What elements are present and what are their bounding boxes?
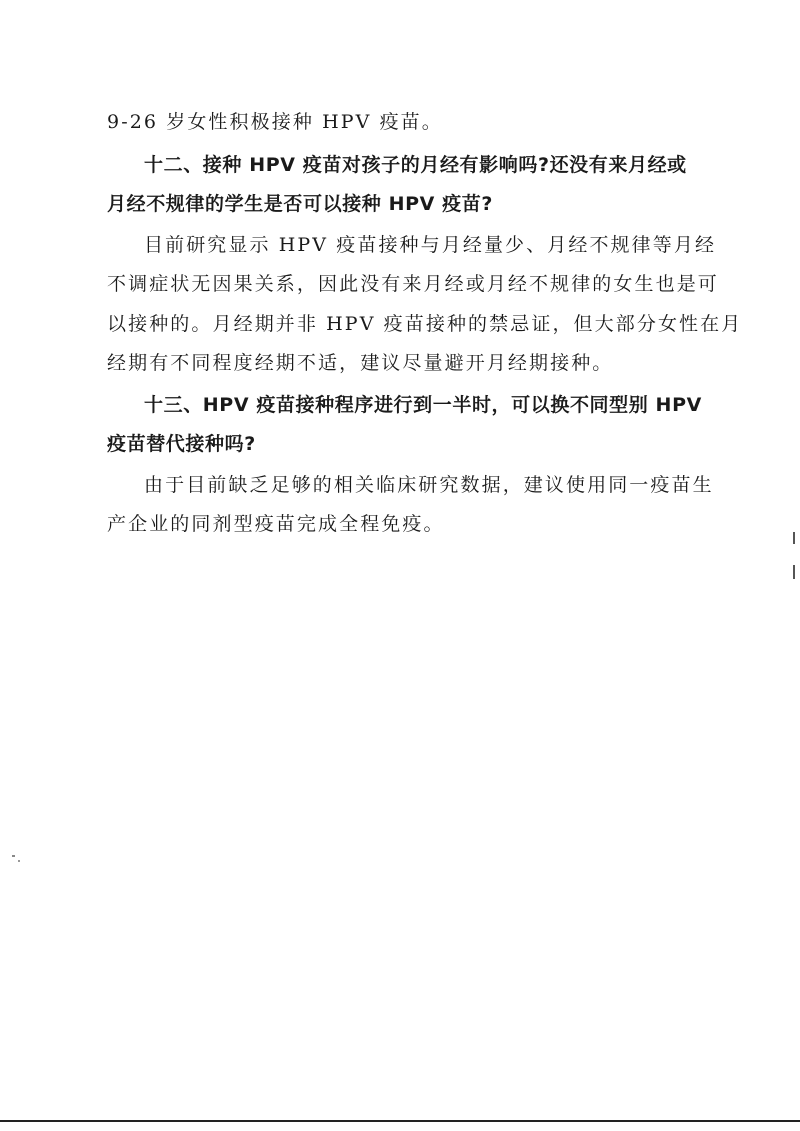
answer-12-line-4: 经期有不同程度经期不适，建议尽量避开月经期接种。 <box>107 352 614 374</box>
answer-13-line-1: 由于目前缺乏足够的相关临床研究数据，建议使用同一疫苗生 <box>144 474 714 496</box>
scan-artifact-dot <box>18 860 20 862</box>
scan-artifact-mark <box>793 532 795 544</box>
scan-artifact-dot <box>12 855 15 857</box>
answer-13-line-2: 产企业的同剂型疫苗完成全程免疫。 <box>107 513 445 535</box>
paragraph-line-continuation: 9-26 岁女性积极接种 HPV 疫苗。 <box>107 111 443 133</box>
scan-artifact-mark <box>793 565 795 579</box>
answer-12-line-1: 目前研究显示 HPV 疫苗接种与月经量少、月经不规律等月经 <box>144 234 717 256</box>
question-13-heading-line-2: 疫苗替代接种吗? <box>107 433 256 455</box>
answer-12-line-2: 不调症状无因果关系，因此没有来月经或月经不规律的女生也是可 <box>107 273 719 295</box>
question-12-heading-line-1: 十二、接种 HPV 疫苗对孩子的月经有影响吗?还没有来月经或 <box>144 154 687 176</box>
answer-12-line-3: 以接种的。月经期并非 HPV 疫苗接种的禁忌证，但大部分女性在月 <box>107 313 743 335</box>
scan-bottom-edge <box>0 1120 800 1122</box>
question-13-heading-line-1: 十三、HPV 疫苗接种程序进行到一半时，可以换不同型别 HPV <box>144 394 702 416</box>
question-12-heading-line-2: 月经不规律的学生是否可以接种 HPV 疫苗? <box>107 193 493 215</box>
